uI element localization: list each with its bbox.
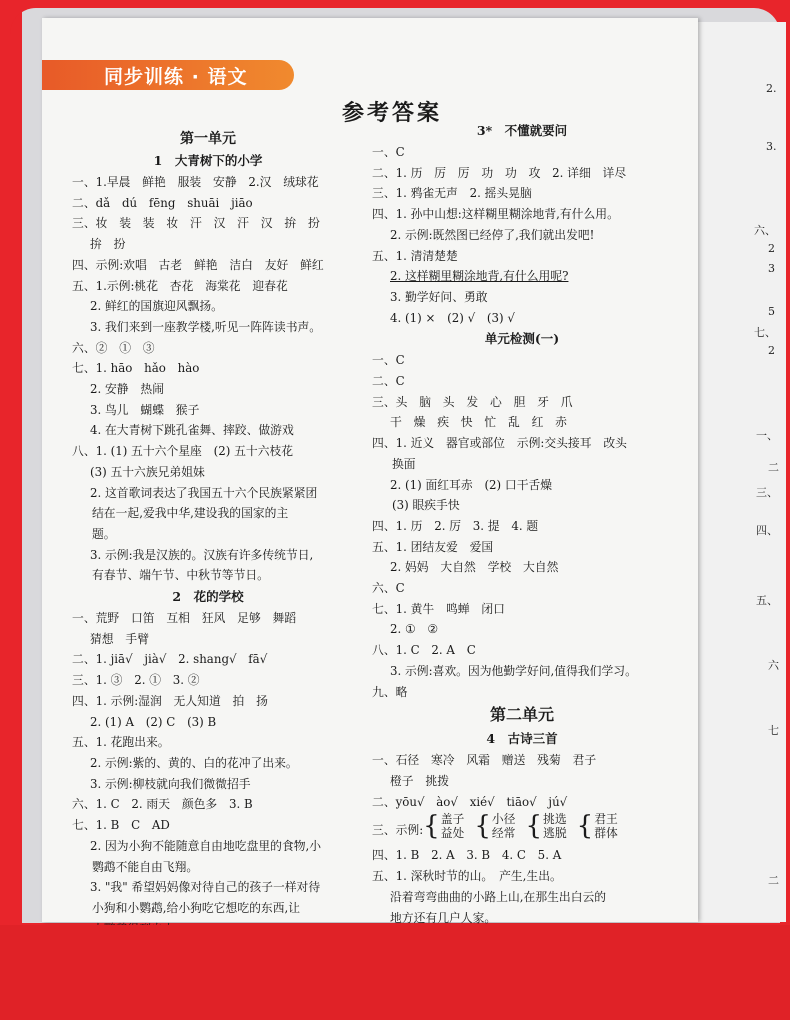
next-page-mark: 四、 [756, 524, 778, 537]
next-page-mark: 七 [768, 724, 779, 737]
red-bottom-bar [0, 925, 790, 1020]
answer-line: 六、② ① ③ [72, 340, 155, 355]
answer-line: 二、1. jiā√ jià√ 2. shang√ fā√ [72, 652, 268, 667]
section-heading: 第一单元 [180, 131, 236, 147]
word-group [423, 812, 464, 840]
next-page-mark: 一、 [756, 429, 778, 442]
answer-line: 结在一起,爱我中华,建设我的国家的主 [92, 506, 289, 521]
answer-line: 六、1. C 2. 雨天 颜色多 3. B [72, 797, 253, 812]
next-page-mark: 五、 [756, 594, 778, 607]
answer-line: 二、dǎ dú fēng shuāi jiāo [72, 195, 253, 210]
answer-line: 2. ① ② [390, 622, 438, 637]
answer-line: 题。 [92, 526, 116, 541]
answer-line: 一、C [372, 145, 405, 159]
answer-line: 四、示例:欢唱 古老 鲜艳 洁白 友好 鲜红 [72, 257, 324, 272]
word-group [474, 812, 515, 840]
group-word: 君王 [594, 812, 618, 827]
answer-line: 2. 这样糊里糊涂地背,有什么用呢? [390, 269, 569, 284]
answer-line: 四、1. 示例:湿润 无人知道 拍 扬 [72, 693, 268, 708]
answer-line: 有春节、端午节、中秋节等节日。 [92, 568, 269, 583]
answer-line: 七、1. hāo hǎo hào [72, 361, 200, 376]
answer-line: 五、1. 清清楚楚 [372, 248, 458, 263]
answer-line: 六、C [372, 581, 405, 596]
answer-line: 地方还有几户人家。 [390, 910, 497, 925]
answer-prefix: 三、示例: [372, 823, 424, 838]
answer-line: 小狗和小鹦鹉,给小狗吃它想吃的东西,让 [92, 900, 301, 915]
answer-line: 3. 鸟儿 蝴蝶 猴子 [90, 402, 200, 417]
answer-line: 2. 妈妈 大自然 学校 大自然 [390, 560, 559, 575]
word-group [577, 812, 618, 840]
answer-line: 三、头 脑 头 发 心 胆 牙 爪 [372, 394, 573, 409]
answer-line: 五、1. 花跑出来。 [72, 735, 170, 750]
answer-line: 3. 勤学好问、勇敢 [390, 289, 488, 304]
answer-line: 橙子 挑拨 [390, 773, 449, 788]
answer-line: 2. (1) 面红耳赤 (2) 口干舌燥 [390, 477, 553, 492]
answer-line: 三、1. 鸦雀无声 2. 摇头晃脑 [372, 186, 532, 201]
next-page-mark: 2 [768, 242, 775, 255]
answer-line: 二、1. 历 厉 厉 功 功 攻 2. 详细 详尽 [372, 165, 627, 180]
answer-line: 3. 示例:喜欢。因为他勤学好问,值得我们学习。 [390, 663, 637, 678]
answer-line: 鹦鹉不能自由飞翔。 [92, 859, 199, 874]
answer-line: 沿着弯弯曲曲的小路上山,在那生出白云的 [390, 889, 607, 904]
next-page-mark: 三、 [756, 486, 778, 499]
answer-line: 2. 这首歌词表达了我国五十六个民族紧紧团 [90, 485, 318, 500]
answer-line: 四、1. 近义 器官或部位 示例:交头接耳 改头 [372, 436, 627, 451]
answer-line: 五、1. 团结友爱 爱国 [372, 539, 494, 554]
answer-line: 八、1. (1) 五十六个星座 (2) 五十六枝花 [72, 444, 294, 459]
answer-line: 五、1.示例:桃花 杏花 海棠花 迎春花 [72, 278, 288, 293]
answer-line-brace [372, 812, 672, 845]
answer-line: 2. 鲜红的国旗迎风飘扬。 [90, 299, 223, 314]
answer-line: 3. 示例:柳枝就向我们微微招手 [90, 776, 251, 791]
answer-line: 二、C [372, 374, 405, 389]
answer-line: 换面 [392, 456, 416, 471]
section-heading: 3* 不懂就要问 [476, 123, 568, 138]
brace-mark: { [474, 811, 491, 842]
section-heading: 2 花的学校 [172, 589, 244, 605]
next-page-mark: 2. [766, 82, 777, 95]
answer-line: 猜想 手臂 [90, 631, 149, 646]
group-word: 盖子 [440, 812, 465, 827]
next-page-mark: 六、 [754, 224, 776, 237]
section-heading: 单元检测(一) [484, 331, 560, 347]
answer-line: 一、1.早晨 鲜艳 服装 安静 2.汉 绒球花 [72, 175, 319, 189]
answer-line: 4. (1) × (2) √ (3) √ [390, 310, 515, 325]
group-word: 小径 [491, 812, 516, 827]
answer-line: 2. 安静 热闹 [90, 382, 164, 397]
answer-line: 2. 示例:紫的、黄的、白的花冲了出来。 [90, 755, 298, 770]
group-word: 群体 [594, 826, 618, 841]
section-heading: 第二单元 [489, 705, 554, 725]
next-page-mark: 3 [768, 262, 775, 275]
answer-line: (3) 五十六族兄弟姐妹 [90, 464, 205, 479]
answer-line: 四、1. B 2. A 3. B 4. C 5. A [372, 848, 562, 863]
left-column [72, 128, 344, 939]
answer-line: 一、C [372, 353, 405, 368]
banner-text: 同步训练 · 语文 [104, 66, 248, 88]
answer-line: 3. 示例:我是汉族的。汉族有许多传统节日, [90, 547, 314, 562]
answer-line: 三、妆 装 装 妆 汗 汉 汗 汉 拚 扮 [72, 216, 320, 231]
answer-line: (3) 眼疾手快 [392, 498, 460, 513]
answer-line: 2. (1) A (2) C (3) B [90, 714, 217, 729]
answer-line: 五、1. 深秋时节的山。 产生,生出。 [372, 869, 562, 884]
answer-line: 七、1. B C AD [72, 818, 170, 833]
answer-line: 八、1. C 2. A C [372, 643, 476, 658]
brace-mark: { [525, 811, 543, 842]
page-title: 参考答案 [342, 100, 443, 126]
answer-line: 四、1. 历 2. 厉 3. 提 4. 题 [372, 518, 539, 533]
next-page-mark: 5 [768, 305, 775, 318]
group-word: 逃脱 [543, 826, 567, 841]
group-word: 益处 [440, 826, 465, 841]
answer-line: 2. 因为小狗不能随意自由地吃盘里的食物,小 [90, 838, 322, 853]
next-page-mark: 2 [768, 344, 775, 357]
section-heading: 1 大青树下的小学 [153, 153, 263, 168]
answer-line: 九、略 [372, 684, 408, 699]
section-heading: 4 古诗三首 [486, 731, 558, 747]
word-group [525, 812, 566, 840]
answer-line: 3. "我" 希望妈妈像对待自己的孩子一样对待 [90, 880, 321, 895]
answer-line: 3. 我们来到一座教学楼,听见一阵阵读书声。 [90, 319, 322, 334]
next-page-mark: 二 [768, 461, 779, 474]
next-page-mark: 3. [766, 140, 777, 153]
next-page-mark: 七、 [754, 326, 776, 339]
right-column [372, 120, 672, 928]
answer-line: 干 燥 疾 快 忙 乱 红 赤 [390, 415, 567, 430]
next-page-edge [694, 22, 786, 922]
next-page-mark: 六 [768, 659, 779, 672]
series-banner [42, 60, 294, 90]
answer-line: 二、yōu√ ào√ xié√ tiāo√ jú√ [372, 794, 568, 809]
brace-mark: { [576, 811, 594, 842]
answer-line: 拚 扮 [90, 237, 126, 252]
group-word: 挑选 [543, 812, 567, 827]
answer-line: 2. 示例:既然图已经停了,我们就出发吧! [390, 227, 595, 242]
answer-line: 三、1. ③ 2. ① 3. ② [72, 673, 200, 688]
answer-line: 4. 在大青树下跳孔雀舞、摔跤、做游戏 [90, 423, 294, 438]
answer-line: 四、1. 孙中山想:这样糊里糊涂地背,有什么用。 [372, 207, 619, 222]
answer-line: 一、荒野 口笛 互相 狂风 足够 舞蹈 [72, 611, 297, 626]
brace-mark: { [423, 811, 440, 842]
answer-line: 一、石径 寒冷 风霜 赠送 残菊 君子 [372, 753, 597, 768]
next-page-mark: 二 [768, 874, 779, 887]
answer-line: 七、1. 黄牛 鸣蝉 闭口 [372, 601, 505, 616]
group-word: 经常 [491, 826, 516, 841]
